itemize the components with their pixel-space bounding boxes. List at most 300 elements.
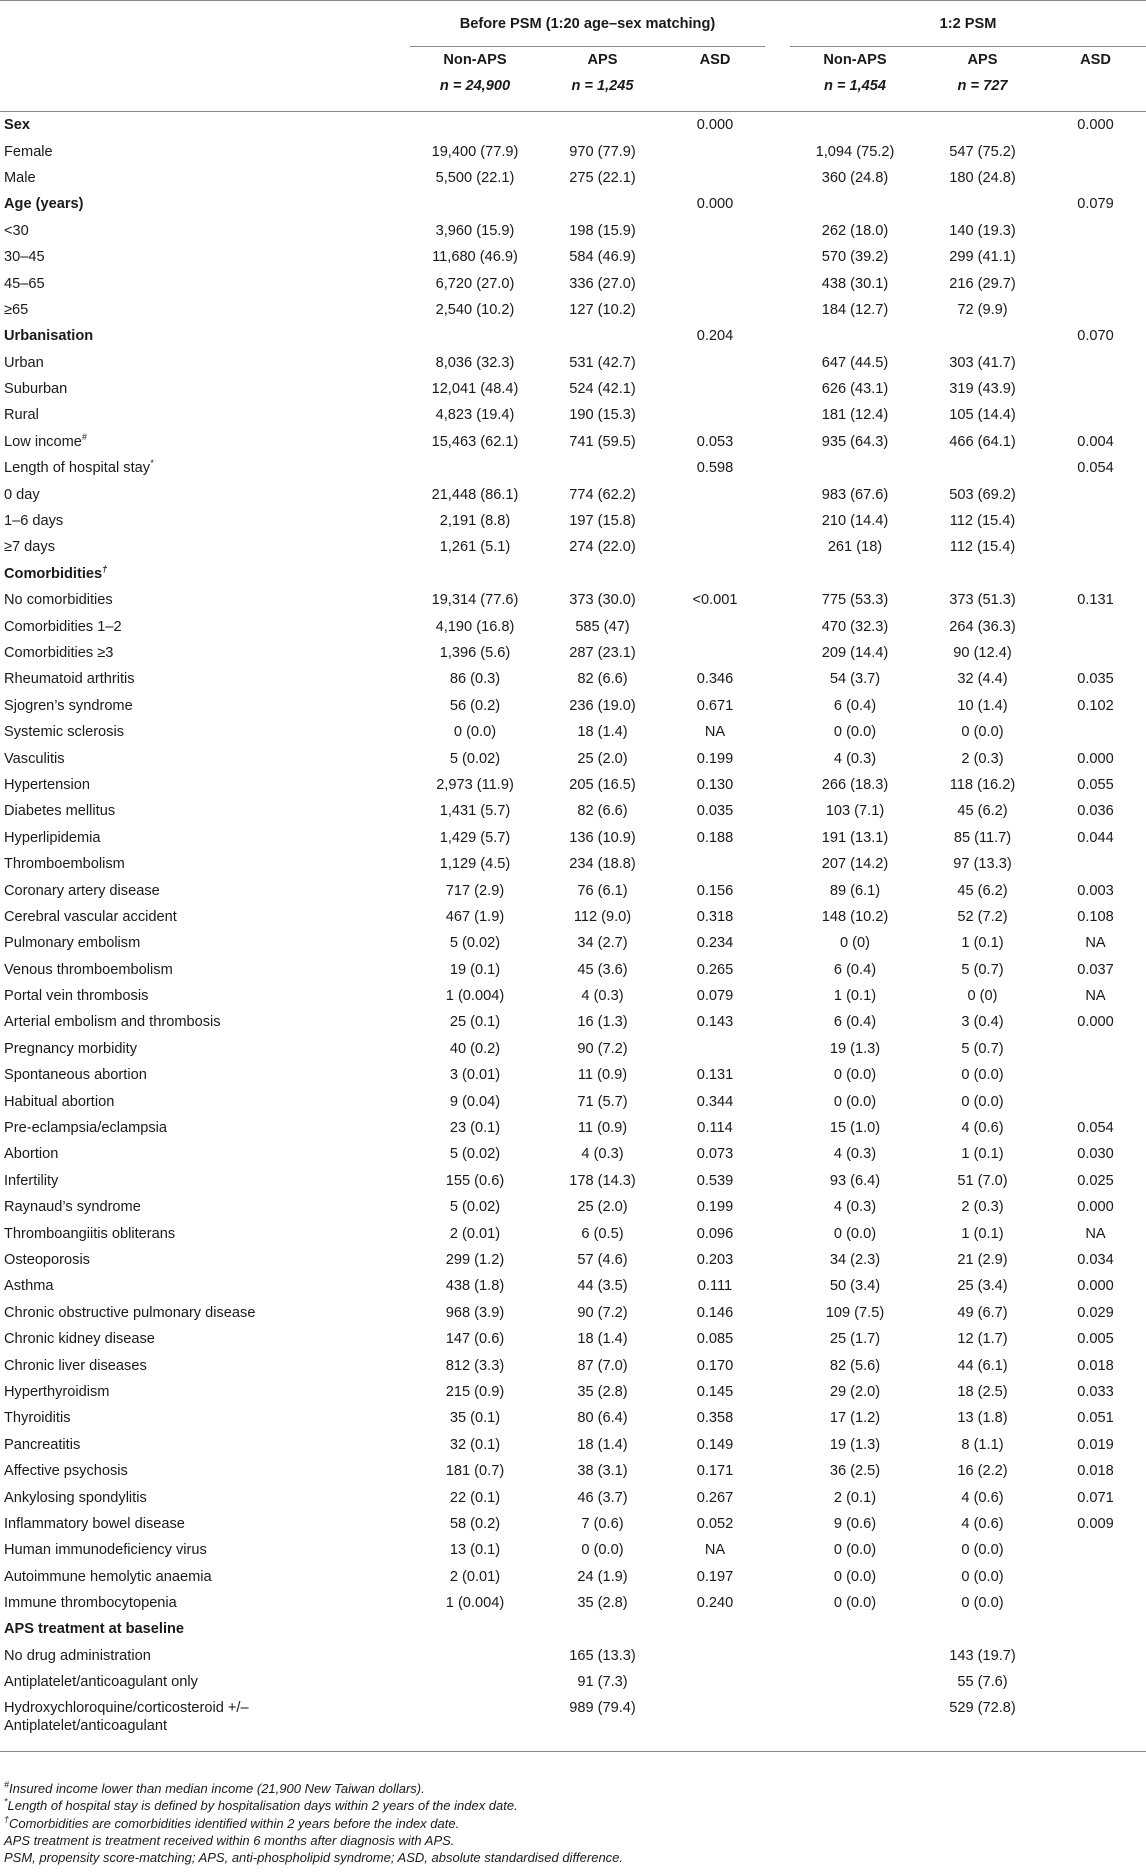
cell-after-nonaps: 0 (0) (839, 935, 870, 952)
cell-before-nonaps: 5,500 (22.1) (435, 169, 515, 186)
cell-before-asd (665, 218, 765, 244)
cell-before-aps: 774 (62.2) (569, 486, 636, 503)
cell-after-asd: 0.018 (1077, 1463, 1114, 1480)
cell-before-asd: 0.358 (696, 1410, 734, 1427)
cell-after-nonaps: 19 (1.3) (829, 1436, 881, 1453)
cell-before-nonaps: 4,823 (19.4) (435, 407, 515, 424)
row-label: Antiplatelet/anticoagulant only (4, 1674, 198, 1691)
cell-before-asd (665, 138, 765, 164)
row-label: 0 day (4, 486, 40, 503)
cell-after-aps: 90 (12.4) (953, 645, 1012, 661)
cell-before-aps: 190 (15.3) (569, 407, 636, 424)
cell-after-aps: 4 (0.6) (961, 1515, 1004, 1532)
table-row (0, 297, 1146, 323)
cell-before-asd (665, 270, 765, 296)
cell-after-nonaps: 207 (14.2) (821, 856, 889, 873)
table-row (0, 1616, 1146, 1642)
row-label: Ankylosing spondylitis (4, 1489, 147, 1506)
cell-before-asd: 0.111 (697, 1278, 733, 1295)
table-row (0, 798, 1146, 824)
cell-after-asd: 0.030 (1077, 1146, 1114, 1163)
cell-before-aps: 970 (77.9) (569, 143, 636, 160)
row-label: Asthma (4, 1278, 54, 1295)
cell-after-aps: 503 (69.2) (949, 486, 1016, 503)
cell-after-aps: 0 (0) (967, 988, 998, 1005)
cell-after-nonaps: 0 (0.0) (833, 1067, 877, 1084)
cell-before-aps: 90 (7.2) (577, 1304, 628, 1321)
cell-before-asd (665, 561, 765, 587)
cell-before-nonaps: 13 (0.1) (449, 1542, 501, 1559)
row-label: Habitual abortion (4, 1093, 115, 1110)
cell-before-aps: 35 (2.8) (577, 1595, 628, 1612)
cell-before-aps: 82 (6.6) (577, 803, 628, 820)
cell-after-nonaps (790, 561, 920, 587)
cell-after-nonaps: 89 (6.1) (829, 882, 881, 899)
cell-before-aps: 136 (10.9) (569, 829, 636, 846)
cell-after-asd: 0.000 (1077, 117, 1114, 134)
cell-before-aps: 112 (9.0) (573, 908, 632, 925)
cell-after-asd: 0.070 (1077, 328, 1114, 345)
table-row (0, 1643, 1146, 1669)
cell-before-nonaps: 19 (0.1) (449, 961, 501, 978)
row-label: Thyroiditis (4, 1410, 71, 1427)
header-after-nonaps: Non-APS (823, 52, 887, 68)
cell-after-asd: 0.131 (1077, 592, 1114, 609)
cell-after-asd: 0.055 (1077, 776, 1114, 793)
cell-before-asd: 0.114 (697, 1120, 733, 1137)
row-label: Sex (4, 117, 30, 134)
cell-after-aps: 299 (41.1) (949, 249, 1016, 266)
row-label: No drug administration (4, 1647, 151, 1664)
cell-after-asd (1045, 534, 1146, 560)
row-label: <30 (4, 222, 29, 239)
cell-after-nonaps (790, 1695, 920, 1741)
cell-before-aps: 87 (7.0) (577, 1357, 628, 1374)
cell-after-asd: 0.033 (1077, 1383, 1114, 1400)
table-row (0, 1537, 1146, 1563)
cell-after-asd (1045, 1643, 1146, 1669)
cell-before-nonaps: 19,314 (77.6) (431, 592, 519, 609)
cell-after-aps: 52 (7.2) (957, 908, 1008, 925)
cell-before-asd (665, 481, 765, 507)
cell-after-nonaps: 360 (24.8) (821, 169, 889, 186)
cell-before-aps (540, 455, 665, 481)
cell-before-aps: 287 (23.1) (569, 645, 636, 661)
row-label: Low income# (4, 432, 87, 450)
cell-after-nonaps: 0 (0.0) (833, 1595, 877, 1612)
row-label: Autoimmune hemolytic anaemia (4, 1568, 212, 1585)
cell-after-nonaps: 1 (0.1) (833, 988, 877, 1005)
cell-after-asd (1045, 165, 1146, 191)
cell-before-aps: 38 (3.1) (577, 1463, 628, 1480)
cell-after-nonaps (790, 112, 920, 139)
cell-after-aps: 5 (0.7) (961, 1040, 1004, 1057)
cell-after-nonaps: 4 (0.3) (833, 1199, 877, 1216)
cell-after-asd (1045, 297, 1146, 323)
table-row (0, 1168, 1146, 1194)
cell-before-nonaps (410, 191, 540, 217)
table-row (0, 877, 1146, 903)
cell-after-nonaps: 775 (53.3) (821, 592, 889, 609)
row-label: 45–65 (4, 275, 45, 292)
cell-before-nonaps: 438 (1.8) (445, 1278, 505, 1295)
table-row (0, 481, 1146, 507)
table-row (0, 350, 1146, 376)
cell-after-nonaps: 0 (0.0) (833, 1542, 877, 1559)
cell-after-asd: 0.037 (1077, 961, 1114, 978)
cell-after-aps: 44 (6.1) (957, 1357, 1008, 1374)
cell-after-aps: 118 (16.2) (949, 776, 1016, 793)
cell-after-aps (920, 191, 1045, 217)
cell-before-aps: 531 (42.7) (569, 354, 636, 371)
cell-after-asd (1045, 218, 1146, 244)
cell-after-aps: 466 (64.1) (949, 433, 1016, 450)
row-label: No comorbidities (4, 592, 113, 609)
cell-before-asd (665, 1695, 765, 1741)
cell-after-nonaps: 266 (18.3) (821, 776, 889, 793)
cell-before-aps: 25 (2.0) (577, 1199, 628, 1216)
cell-before-asd: 0.000 (696, 117, 734, 134)
row-label: Thromboangiitis obliterans (4, 1225, 176, 1242)
cell-after-nonaps: 109 (7.5) (825, 1304, 885, 1321)
cell-after-asd (1045, 561, 1146, 587)
cell-after-asd (1045, 244, 1146, 270)
header-gap (765, 1, 790, 47)
cell-after-nonaps: 2 (0.1) (833, 1489, 877, 1506)
table-row (0, 1590, 1146, 1616)
cell-before-aps: 275 (22.1) (569, 169, 636, 186)
row-label: Abortion (4, 1146, 59, 1163)
table-row (0, 1220, 1146, 1246)
cell-after-nonaps (790, 1669, 920, 1695)
cell-after-asd (1045, 508, 1146, 534)
table-row (0, 561, 1146, 587)
row-label: Age (years) (4, 196, 84, 213)
cell-after-nonaps: 0 (0.0) (833, 1093, 877, 1110)
cell-before-nonaps: 2,540 (10.2) (435, 301, 515, 318)
table-row (0, 719, 1146, 745)
cell-before-nonaps: 299 (1.2) (445, 1251, 505, 1268)
row-label: Urban (4, 354, 44, 371)
cell-before-aps: 989 (79.4) (569, 1700, 636, 1717)
cell-before-aps: 45 (3.6) (577, 961, 628, 978)
cell-before-nonaps: 1,129 (4.5) (439, 856, 511, 873)
row-label: Affective psychosis (4, 1463, 128, 1480)
cell-before-nonaps: 1,396 (5.6) (439, 645, 511, 661)
table-row (0, 1036, 1146, 1062)
cell-after-aps: 0 (0.0) (961, 1067, 1004, 1084)
row-label: Vasculitis (4, 750, 65, 767)
cell-after-asd: 0.035 (1077, 671, 1114, 688)
row-label: Rural (4, 407, 39, 424)
row-label: Portal vein thrombosis (4, 988, 149, 1005)
cell-before-nonaps: 4,190 (16.8) (435, 618, 515, 635)
cell-after-asd (1045, 613, 1146, 639)
cell-after-nonaps: 184 (12.7) (821, 301, 889, 318)
cell-before-aps: 4 (0.3) (581, 988, 624, 1005)
cell-before-asd: 0.170 (696, 1357, 734, 1374)
table-row (0, 1300, 1146, 1326)
row-label: Sjogren’s syndrome (4, 697, 133, 714)
cell-before-nonaps: 2 (0.01) (449, 1568, 501, 1585)
cell-after-aps: 25 (3.4) (957, 1278, 1008, 1295)
cell-after-aps: 264 (36.3) (949, 618, 1016, 635)
cell-after-asd (1045, 1088, 1146, 1114)
table-row (0, 1141, 1146, 1167)
cell-before-aps: 18 (1.4) (577, 724, 628, 741)
cell-after-asd (1045, 402, 1146, 428)
cell-after-asd (1045, 1062, 1146, 1088)
cell-after-nonaps: 470 (32.3) (821, 618, 889, 635)
table-row (0, 191, 1146, 217)
cell-before-aps (540, 112, 665, 139)
cell-before-aps: 178 (14.3) (569, 1172, 636, 1189)
cell-before-aps: 584 (46.9) (569, 249, 636, 266)
row-label: Pre-eclampsia/eclampsia (4, 1120, 168, 1137)
cell-before-nonaps: 1 (0.004) (445, 1595, 505, 1612)
cell-before-asd (665, 244, 765, 270)
header-bottom-rule (0, 99, 1146, 112)
table-row (0, 508, 1146, 534)
cell-after-aps: 0 (0.0) (961, 1568, 1004, 1585)
cell-before-aps: 373 (30.0) (569, 592, 636, 609)
cell-before-nonaps: 2 (0.01) (449, 1225, 501, 1242)
table-row (0, 376, 1146, 402)
cell-before-asd: 0.671 (696, 697, 734, 714)
cell-after-asd: 0.054 (1077, 1120, 1114, 1137)
cell-before-asd (665, 165, 765, 191)
table-row (0, 613, 1146, 639)
cell-after-nonaps: 570 (39.2) (821, 249, 889, 266)
table-row (0, 930, 1146, 956)
cell-after-aps: 1 (0.1) (961, 1146, 1004, 1163)
cell-after-nonaps: 82 (5.6) (829, 1357, 881, 1374)
table-row (0, 323, 1146, 349)
cell-after-asd (1045, 1669, 1146, 1695)
cell-after-nonaps: 0 (0.0) (833, 1568, 877, 1585)
cell-before-aps: 11 (0.9) (577, 1067, 628, 1084)
cell-after-aps: 143 (19.7) (949, 1647, 1016, 1664)
cell-after-aps: 4 (0.6) (961, 1489, 1004, 1506)
cell-before-nonaps: 9 (0.04) (449, 1093, 501, 1110)
row-label: Infertility (4, 1172, 59, 1189)
cell-before-aps: 90 (7.2) (577, 1040, 628, 1057)
cell-after-asd (1045, 481, 1146, 507)
cell-before-nonaps: 8,036 (32.3) (435, 354, 515, 371)
cell-before-asd: 0.234 (696, 935, 734, 952)
row-label: Rheumatoid arthritis (4, 671, 135, 688)
table-body (0, 112, 1146, 1752)
cell-before-nonaps: 968 (3.9) (445, 1304, 505, 1321)
cell-before-asd: 0.052 (696, 1515, 734, 1532)
cell-before-asd (665, 534, 765, 560)
cell-after-aps: 1 (0.1) (961, 1225, 1004, 1242)
cell-before-aps (540, 191, 665, 217)
row-label: Comorbidities ≥3 (4, 645, 114, 661)
cell-after-aps: 303 (41.7) (949, 354, 1016, 371)
cell-after-aps: 97 (13.3) (953, 856, 1012, 873)
table-row (0, 1194, 1146, 1220)
cell-before-asd (665, 1643, 765, 1669)
cell-before-nonaps: 1,261 (5.1) (439, 539, 511, 556)
table-row (0, 270, 1146, 296)
cell-after-aps: 72 (9.9) (957, 301, 1008, 318)
header-group-after-psm: 1:2 PSM (790, 1, 1146, 47)
cell-after-nonaps (790, 323, 920, 349)
cell-before-asd: 0.199 (696, 750, 734, 767)
cell-after-nonaps: 93 (6.4) (829, 1172, 881, 1189)
cell-before-aps: 46 (3.7) (577, 1489, 628, 1506)
header-group-before-psm: Before PSM (1:20 age–sex matching) (410, 1, 765, 47)
cell-after-asd (1045, 1590, 1146, 1616)
row-label: Cerebral vascular accident (4, 908, 177, 925)
cell-before-aps: 82 (6.6) (577, 671, 628, 688)
table-footnotes (4, 1780, 1144, 1866)
cell-before-nonaps: 467 (1.9) (445, 908, 505, 925)
cell-before-nonaps: 147 (0.6) (445, 1331, 505, 1348)
row-label: Comorbidities 1–2 (4, 618, 122, 635)
cell-before-nonaps (410, 1669, 540, 1695)
cell-after-nonaps (790, 191, 920, 217)
cell-before-aps: 11 (0.9) (577, 1120, 628, 1137)
cell-after-aps: 180 (24.8) (949, 169, 1016, 186)
cell-after-asd: 0.102 (1077, 697, 1114, 714)
table-row (0, 1458, 1146, 1484)
cell-after-aps: 45 (6.2) (957, 803, 1008, 820)
cell-after-asd (1045, 1036, 1146, 1062)
cell-after-nonaps: 9 (0.6) (833, 1515, 877, 1532)
cell-after-asd: 0.009 (1077, 1515, 1114, 1532)
cell-after-asd (1045, 350, 1146, 376)
row-label: Systemic sclerosis (4, 724, 125, 741)
table-row (0, 640, 1146, 666)
table-row (0, 138, 1146, 164)
cell-before-nonaps: 86 (0.3) (449, 671, 501, 688)
cell-before-nonaps (410, 1616, 540, 1642)
cell-after-asd: 0.108 (1077, 908, 1114, 925)
cell-after-aps: 4 (0.6) (961, 1120, 1004, 1137)
cell-before-asd: 0.000 (696, 196, 734, 213)
cell-after-asd: 0.000 (1077, 750, 1114, 767)
cell-before-asd: 0.035 (696, 803, 734, 820)
cell-after-nonaps: 438 (30.1) (821, 275, 889, 292)
cell-before-asd: 0.204 (696, 328, 734, 345)
cell-before-asd (665, 640, 765, 666)
cell-before-aps (540, 323, 665, 349)
table-row (0, 957, 1146, 983)
cell-before-aps (540, 1616, 665, 1642)
row-label: Pancreatitis (4, 1436, 81, 1453)
row-label: Male (4, 169, 36, 186)
cell-after-nonaps: 50 (3.4) (829, 1278, 881, 1295)
row-label: Chronic liver diseases (4, 1357, 147, 1374)
cell-before-asd: 0.598 (696, 460, 734, 477)
cell-before-nonaps: 5 (0.02) (449, 1199, 501, 1216)
cell-before-nonaps: 3,960 (15.9) (435, 222, 515, 239)
header-after-nonaps-n: n = 1,454 (823, 78, 887, 94)
cell-after-asd (1045, 1563, 1146, 1589)
header-blank (0, 1, 410, 47)
cell-before-nonaps: 21,448 (86.1) (431, 486, 519, 503)
row-label: Human immunodeficiency virus (4, 1542, 207, 1559)
footnote-mark: # (81, 432, 87, 443)
cell-after-nonaps: 19 (1.3) (829, 1040, 881, 1057)
row-label: Hyperlipidemia (4, 829, 101, 846)
cell-after-nonaps: 0 (0.0) (833, 724, 877, 741)
cell-before-asd: 0.188 (696, 829, 734, 846)
cell-after-asd: 0.044 (1077, 829, 1114, 846)
table-row (0, 745, 1146, 771)
cell-before-aps: 57 (4.6) (577, 1251, 628, 1268)
cell-before-aps: 585 (47) (575, 618, 630, 635)
table-row (0, 983, 1146, 1009)
cell-after-nonaps: 209 (14.4) (821, 645, 889, 661)
cell-after-nonaps: 935 (64.3) (821, 433, 889, 450)
row-label: Inflammatory bowel disease (4, 1515, 185, 1532)
cell-before-nonaps: 22 (0.1) (449, 1489, 501, 1506)
cell-before-asd: 0.130 (696, 776, 734, 793)
cell-after-aps: 49 (6.7) (957, 1304, 1008, 1321)
cell-before-aps: 91 (7.3) (577, 1674, 628, 1691)
table-row (0, 165, 1146, 191)
row-label: Chronic kidney disease (4, 1331, 155, 1348)
cell-before-nonaps: 181 (0.7) (445, 1463, 505, 1480)
cell-before-aps: 205 (16.5) (569, 776, 636, 793)
cell-before-nonaps: 5 (0.02) (449, 935, 501, 952)
cell-before-aps: 24 (1.9) (577, 1568, 628, 1585)
table-row (0, 1695, 1146, 1741)
row-label: Length of hospital stay* (4, 458, 154, 477)
table-row (0, 1115, 1146, 1141)
table-row (0, 1379, 1146, 1405)
cell-before-nonaps: 0 (0.0) (453, 724, 497, 741)
cell-before-nonaps: 40 (0.2) (449, 1040, 501, 1057)
cell-before-aps: 18 (1.4) (577, 1436, 628, 1453)
cell-after-nonaps (790, 1616, 920, 1642)
header-before-aps-n: n = 1,245 (571, 78, 634, 94)
table-row (0, 1088, 1146, 1114)
row-label: Hydroxychloroquine/corticosteroid +/– Antiplatelet/anticoagulant (4, 1700, 249, 1735)
table-row (0, 1009, 1146, 1035)
cell-after-asd (1045, 138, 1146, 164)
cell-before-asd: 0.344 (696, 1093, 734, 1110)
cell-after-nonaps: 261 (18) (827, 539, 883, 556)
cell-after-aps: 529 (72.8) (949, 1700, 1016, 1717)
cell-before-nonaps: 812 (3.3) (445, 1357, 505, 1374)
table-row (0, 1511, 1146, 1537)
cell-before-nonaps: 717 (2.9) (445, 882, 505, 899)
cell-before-asd (665, 1036, 765, 1062)
cell-before-nonaps: 1,429 (5.7) (439, 829, 511, 846)
cell-after-nonaps: 6 (0.4) (833, 697, 877, 714)
cell-after-nonaps: 983 (67.6) (821, 486, 889, 503)
cell-after-asd: 0.003 (1077, 882, 1114, 899)
cell-after-aps: 21 (2.9) (957, 1251, 1008, 1268)
cell-before-aps: 274 (22.0) (569, 539, 636, 556)
cell-after-nonaps: 103 (7.1) (825, 803, 885, 820)
row-label: Suburban (4, 381, 68, 398)
cell-after-aps: 5 (0.7) (961, 961, 1004, 978)
cell-before-aps: 198 (15.9) (569, 222, 636, 239)
row-label: Raynaud’s syndrome (4, 1199, 141, 1216)
cell-after-aps: 112 (15.4) (949, 513, 1016, 530)
cell-after-asd: 0.018 (1077, 1357, 1114, 1374)
table-row (0, 666, 1146, 692)
cell-after-nonaps (790, 1643, 920, 1669)
cell-before-asd: 0.171 (696, 1463, 734, 1480)
footnote-hospital-stay: *Length of hospital stay is defined by hospitalisation days within 2 years of the index date. (4, 1796, 518, 1814)
cell-before-asd: 0.149 (696, 1436, 734, 1453)
